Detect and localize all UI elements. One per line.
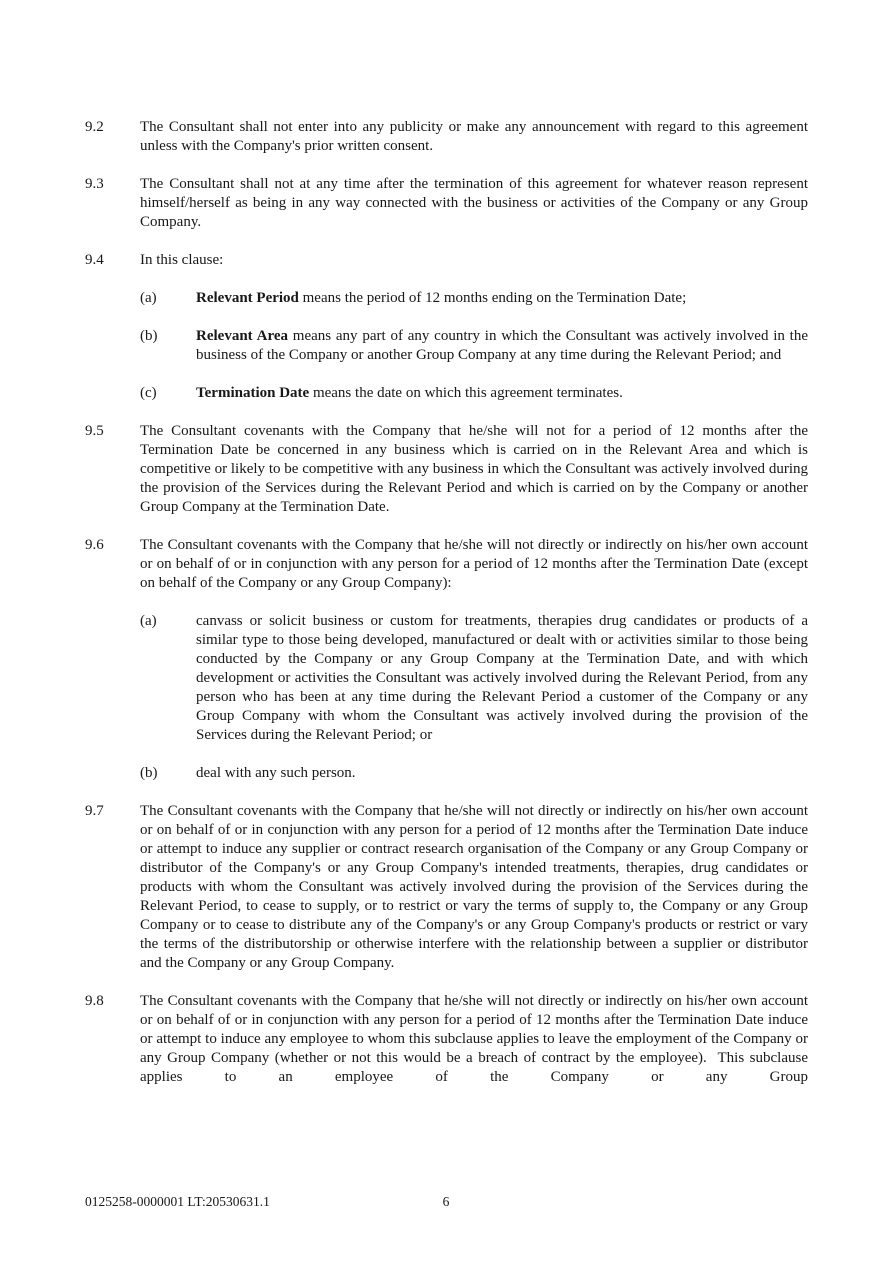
- clause-body: [140, 422, 808, 517]
- definition-text: means any part of any country in which the Consultant was actively involved in the business of the Company or another Group Company at any time during the Relevant Period; and: [196, 328, 809, 363]
- clause-text: The Consultant covenants with the Company that he/she will not for a period of 12 months after the Termination Date be concerned in any business which is carried on in the Relevant Area and which is competitive or likely to be competitive with any business in which the Consultant was actively involved during the provision of the Services during the Relevant Period and which is carried on by the Company or another Group Company at the Termination Date.: [140, 423, 808, 515]
- definition-text: means the date on which this agreement terminates.: [309, 385, 623, 401]
- clause-number: 9.3: [85, 176, 104, 192]
- subclause-9-6-a: [140, 612, 808, 745]
- clause-text: In this clause:: [140, 252, 224, 268]
- clause-number: 9.7: [85, 803, 104, 819]
- subclause-text: canvass or solicit business or custom for treatments, therapies drug candidates or products of a similar type to those being developed, manufactured or dealt with or activities similar to those being conducted by the Company or any Group Company at the Termination Date, and with which development or activities the Consultant was actively involved during the Relevant Period, from any person who has been at any time during the Relevant Period a customer of the Company or any Group Company with whom the Consultant was actively involved during the provision of the Services during the Relevant Period; or: [196, 613, 808, 743]
- clause-number: 9.8: [85, 993, 104, 1009]
- subclause-letter: (b): [140, 765, 158, 781]
- subclause-letter: (a): [140, 613, 157, 629]
- clause-text: The Consultant covenants with the Company that he/she will not directly or indirectly on his/her own account or on behalf of or in conjunction with any person for a period of 12 months after the Termination Date (except on behalf of the Company or any Group Company):: [140, 537, 808, 591]
- clause-9-7: [85, 802, 808, 973]
- clause-number: 9.2: [85, 119, 104, 135]
- clause-number: 9.5: [85, 423, 104, 439]
- clause-number: 9.6: [85, 537, 104, 553]
- clause-body: [140, 802, 808, 973]
- subclause-9-4-c: [140, 384, 808, 403]
- clause-9-8: [85, 992, 808, 1087]
- subclause-letter: (b): [140, 328, 158, 344]
- defined-term: Termination Date: [196, 385, 310, 401]
- subclause-text: [196, 327, 808, 365]
- page-number: 6: [442, 1194, 450, 1209]
- clause-body: [140, 175, 808, 232]
- subclause-9-4-b: [140, 327, 808, 365]
- clause-9-4: [85, 251, 808, 403]
- subclause-text: deal with any such person.: [196, 765, 356, 781]
- document-reference: 0125258-0000001 LT:20530631.1: [85, 1194, 270, 1209]
- subclause-letter: (c): [140, 385, 157, 401]
- clause-9-5: [85, 422, 808, 517]
- clause-body: [140, 118, 808, 156]
- defined-term: Relevant Area: [196, 328, 288, 344]
- clause-body: [140, 251, 808, 403]
- clause-text: The Consultant shall not enter into any publicity or make any announcement with regard to this agreement unless with the Company's prior written consent.: [140, 119, 808, 154]
- document-body: [85, 118, 808, 1106]
- clause-9-3: [85, 175, 808, 232]
- subclause-letter: (a): [140, 290, 157, 306]
- clause-body: [140, 992, 808, 1087]
- clause-text: The Consultant covenants with the Company that he/she will not directly or indirectly on his/her own account or on behalf of or in conjunction with any person for a period of 12 months after the Termination Date induce or attempt to induce any employee to whom this subclause applies to leave the employment of the Company or any Group Company (whether or not this would be a breach of contract by the employee). This subclause applies to an employee of the Company or any Group: [140, 993, 808, 1085]
- subclause-9-6-b: [140, 764, 808, 783]
- page-footer: [0, 1193, 892, 1210]
- clause-9-6: [85, 536, 808, 783]
- definition-text: means the period of 12 months ending on the Termination Date;: [298, 290, 687, 306]
- clause-text: The Consultant covenants with the Company that he/she will not directly or indirectly on his/her own account or on behalf of or in conjunction with any person for a period of 12 months after the Termination Date induce or attempt to induce any supplier or contract research organisation of the Company or any Group Company or distributor of the Company's or any Group Company's intended treatments, therapies, drug candidates or products with whom the Consultant was actively involved during the provision of the Services during the Relevant Period, to cease to supply, or to restrict or vary the terms of supply to, the Company or any Group Company or to cease to distribute any of the Company's or any Group Company's products or restrict or vary the terms of the distributorship or otherwise interfere with the relationship between a supplier or distributor and the Company or any Group Company.: [140, 803, 808, 971]
- subclause-text: [196, 384, 808, 403]
- clause-9-2: [85, 118, 808, 156]
- subclause-text: [196, 289, 808, 308]
- clause-number: 9.4: [85, 252, 104, 268]
- clause-text: The Consultant shall not at any time after the termination of this agreement for whatever reason represent himself/herself as being in any way connected with the business or activities of the Company or any Group Company.: [140, 176, 808, 230]
- clause-body: [140, 536, 808, 783]
- defined-term: Relevant Period: [196, 290, 299, 306]
- subclause-9-4-a: [140, 289, 808, 308]
